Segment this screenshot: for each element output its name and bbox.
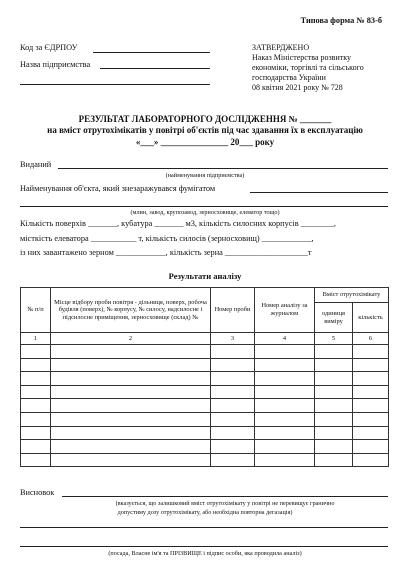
col-number: 4 [255, 333, 315, 345]
edrpou-field[interactable] [93, 52, 210, 53]
conclusion-note-1: (вказується, що залишковий вміст отрутохімікату у повітрі не перевищує гранично [115, 500, 335, 507]
col-number: 3 [211, 333, 255, 345]
issued-note: (найменування підприємства) [165, 172, 245, 179]
header-content: Вміст отрутохімікату [315, 288, 389, 303]
approval-line: економіки, торгівлі та сільського [252, 63, 364, 72]
issued-label: Виданий [20, 160, 52, 169]
table-cell[interactable] [255, 385, 315, 399]
table-cell[interactable] [315, 372, 353, 386]
table-cell[interactable] [51, 426, 211, 440]
approval-line: господарства України [252, 73, 326, 82]
col-number: 2 [51, 333, 211, 345]
table-cell[interactable] [315, 440, 353, 454]
table-cell[interactable] [21, 372, 51, 386]
table-cell[interactable] [51, 385, 211, 399]
results-heading: Результати аналізу [168, 271, 242, 281]
table-cell[interactable] [315, 453, 353, 467]
document-subtitle: на вміст отрутохімікатів у повітрі об'єктів під час здавання їх в експлуатацію [47, 125, 363, 135]
table-row [21, 345, 389, 359]
enterprise-field-2[interactable] [20, 84, 210, 85]
table-cell[interactable] [315, 426, 353, 440]
approval-line: 08 квітня 2021 року № 728 [252, 83, 343, 92]
header-journal: Номер аналізу за журналом [255, 288, 315, 333]
form-number: Типова форма № 83-б [300, 16, 382, 25]
col-number: 5 [315, 333, 353, 345]
header-unit: одиниця виміру [315, 303, 353, 333]
table-cell[interactable] [211, 372, 255, 386]
approval-line: Наказ Міністерства розвитку [252, 53, 351, 62]
table-cell[interactable] [21, 440, 51, 454]
table-cell[interactable] [21, 412, 51, 426]
table-cell[interactable] [211, 345, 255, 359]
table-cell[interactable] [21, 453, 51, 467]
approval-line: ЗАТВЕРДЖЕНО [252, 43, 310, 52]
header-place: Місце відбору проби повітря - дільниця, поверх, робоча будівля (поверх), № корпусу, № силосу, надсилосне і підсилосне приміщення, зерносховище (склад) № [51, 288, 211, 333]
conclusion-field[interactable] [62, 496, 388, 497]
table-cell[interactable] [51, 399, 211, 413]
grain-row: із них завантажено зерном ____________, кількість зерна ____________________т [20, 248, 312, 257]
object-label: Найменування об'єкта, який знезаражувався фумігатом [20, 184, 216, 193]
header-sample: Номер проби [211, 288, 255, 333]
enterprise-field[interactable] [100, 68, 210, 69]
floors-row: Кількість поверхів _______, кубатура _______ м3, кількість силосних корпусів ________, [20, 219, 336, 228]
table-cell[interactable] [255, 426, 315, 440]
table-cell[interactable] [315, 345, 353, 359]
table-cell[interactable] [255, 440, 315, 454]
table-cell[interactable] [353, 345, 389, 359]
table-cell[interactable] [255, 372, 315, 386]
table-cell[interactable] [51, 453, 211, 467]
table-row [21, 372, 389, 386]
table-cell[interactable] [211, 399, 255, 413]
table-cell[interactable] [211, 385, 255, 399]
table-row [21, 399, 389, 413]
table-cell[interactable] [353, 372, 389, 386]
object-field-2[interactable] [20, 206, 388, 207]
document-date: «___» _______________ 20___ року [135, 137, 275, 147]
conclusion-note-2: допустиму дозу отрутохімікату, або необхідна повторна дегазація) [117, 509, 293, 516]
table-cell[interactable] [211, 426, 255, 440]
table-row [21, 440, 389, 454]
issued-field[interactable] [58, 168, 388, 169]
results-table [20, 287, 389, 467]
table-cell[interactable] [353, 385, 389, 399]
object-note: (млин, завод, крупозавод, зерносховище, елеватор тощо) [130, 209, 280, 216]
table-row [21, 358, 389, 372]
table-row [21, 426, 389, 440]
col-number: 1 [21, 333, 51, 345]
table-row [21, 453, 389, 467]
table-cell[interactable] [255, 345, 315, 359]
table-cell[interactable] [51, 412, 211, 426]
header-num: № п/п [21, 288, 51, 333]
header-amount: кількість [353, 303, 389, 333]
signature-note: (посада, Власне ім'я та ПРІЗВИЩЕ і підпис особи, яка проводила аналіз) [108, 550, 302, 557]
table-cell[interactable] [353, 412, 389, 426]
table-cell[interactable] [353, 453, 389, 467]
table-cell[interactable] [353, 399, 389, 413]
table-cell[interactable] [353, 426, 389, 440]
conclusion-label: Висновок [20, 488, 55, 497]
table-cell[interactable] [21, 399, 51, 413]
table-cell[interactable] [51, 372, 211, 386]
conclusion-field-2[interactable] [20, 527, 388, 528]
col-number: 6 [353, 333, 389, 345]
table-cell[interactable] [353, 358, 389, 372]
edrpou-label: Код за ЄДРПОУ [20, 43, 78, 52]
table-row [21, 385, 389, 399]
table-cell[interactable] [21, 426, 51, 440]
table-cell[interactable] [21, 358, 51, 372]
table-cell[interactable] [21, 345, 51, 359]
table-cell[interactable] [315, 385, 353, 399]
table-cell[interactable] [21, 385, 51, 399]
table-row [21, 412, 389, 426]
table-cell[interactable] [315, 399, 353, 413]
elevator-row: місткість елеватора ___________ т, кількість силосів (зерносховищ) ____________, [20, 234, 314, 243]
table-cell[interactable] [51, 440, 211, 454]
table-cell[interactable] [211, 453, 255, 467]
table-cell[interactable] [51, 358, 211, 372]
table-cell[interactable] [255, 399, 315, 413]
table-cell[interactable] [255, 412, 315, 426]
enterprise-label: Назва підприємства [20, 60, 91, 69]
table-cell[interactable] [211, 440, 255, 454]
object-field[interactable] [250, 192, 388, 193]
table-cell[interactable] [211, 412, 255, 426]
table-cell[interactable] [315, 358, 353, 372]
approval-block [252, 43, 402, 93]
document-title: РЕЗУЛЬТАТ ЛАБОРАТОРНОГО ДОСЛІДЖЕННЯ № _______ [78, 114, 332, 124]
table-cell[interactable] [353, 440, 389, 454]
table-cell[interactable] [211, 358, 255, 372]
table-cell[interactable] [255, 453, 315, 467]
table-cell[interactable] [315, 412, 353, 426]
table-cell[interactable] [255, 358, 315, 372]
table-cell[interactable] [51, 345, 211, 359]
signature-field[interactable] [20, 546, 388, 547]
